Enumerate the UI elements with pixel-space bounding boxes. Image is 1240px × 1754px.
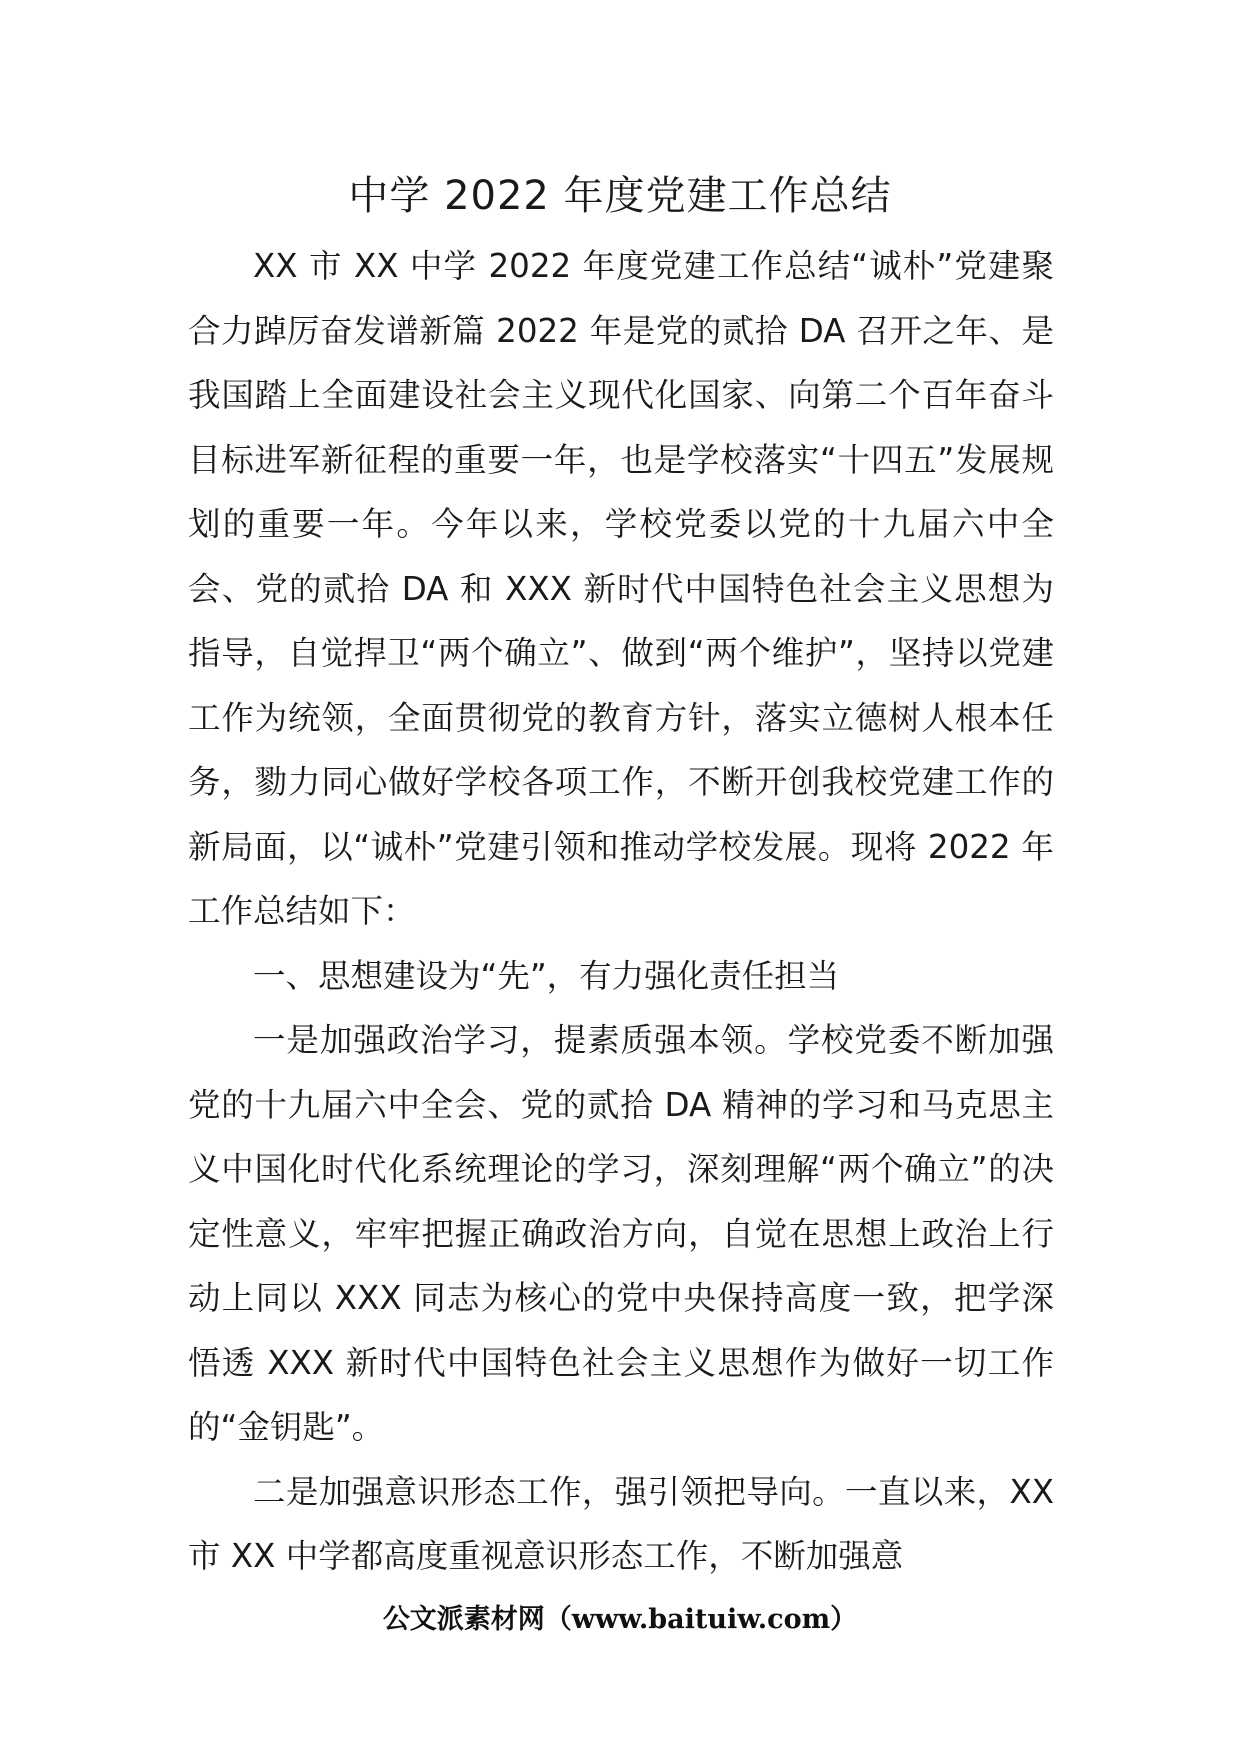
section-heading: 一、思想建设为“先”，有力强化责任担当: [253, 956, 840, 995]
paragraph-ideology-work: 二是加强意识形态工作，强引领把导向。一直以来，XX 市 XX 中学都高度重视意识形态工作，不断加强意: [188, 1472, 1054, 1575]
paragraph-political-study: 一是加强政治学习，提素质强本领。学校党委不断加强党的十九届六中全会、党的贰拾 DA 精神的学习和马克思主义中国化时代化系统理论的学习，深刻理解“两个确立”的决定性意义，牢牢把握正确政治方向，自觉在思想上政治上行动上同以 XXX 同志为核心的党中央保持高度一致，把学深悟透 XXX 新时代中国特色社会主义思想作为做好一切工作的“金钥匙”。: [188, 1021, 1054, 1446]
footer-watermark: 公文派素材网（www.baituiw.com）: [382, 1604, 858, 1635]
paragraph-intro: XX 市 XX 中学 2022 年度党建工作总结“诚朴”党建聚合力踔厉奋发谱新篇 2022 年是党的贰拾 DA 召开之年、是我国踏上全面建设社会主义现代化国家、向第二个百年奋斗目标进军新征程的重要一年，也是学校落实“十四五”发展规划的重要一年。今年以来，学校党委以党的十九届六中全会、党的贰拾 DA 和 XXX 新时代中国特色社会主义思想为指导，自觉捍卫“两个确立”、做到“两个维护”，坚持以党建工作为统领，全面贯彻党的教育方针，落实立德树人根本任务，勠力同心做好学校各项工作，不断开创我校党建工作的新局面，以“诚朴”党建引领和推动学校发展。现将 2022 年工作总结如下：: [188, 247, 1054, 930]
document-title: 中学 2022 年度党建工作总结: [348, 173, 892, 219]
document-body: [188, 234, 1054, 1589]
